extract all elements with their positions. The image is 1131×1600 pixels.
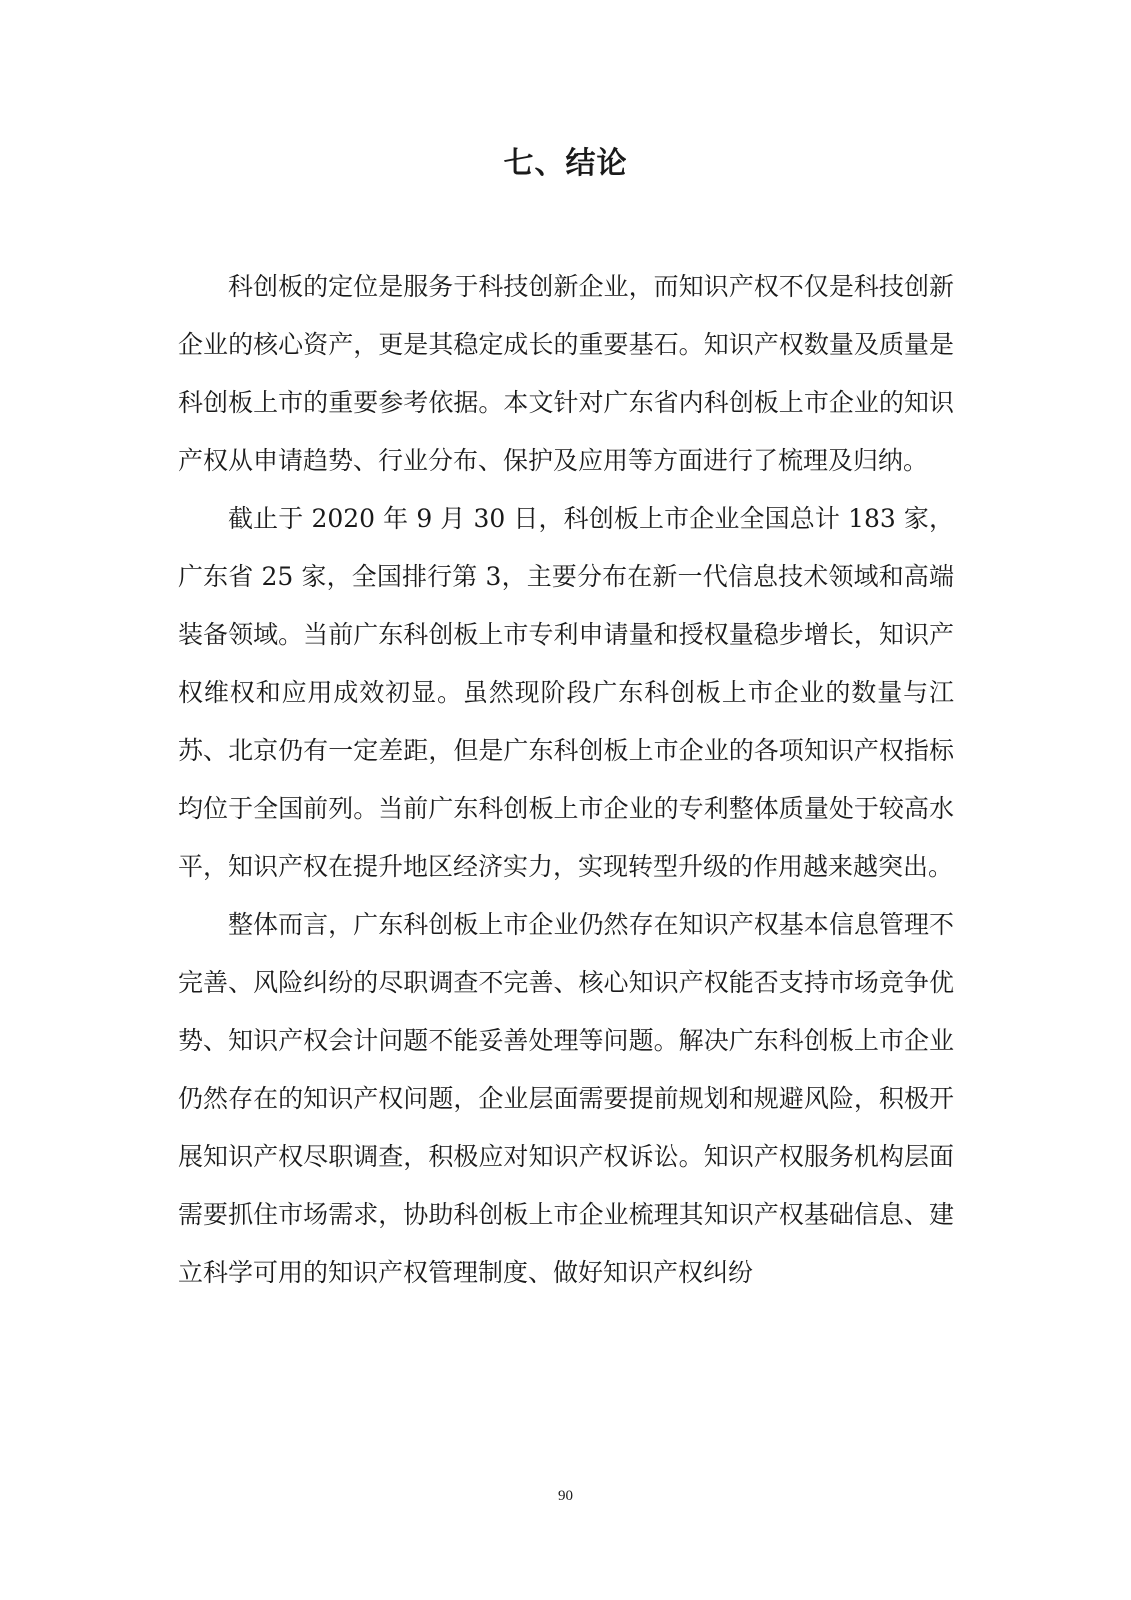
paragraph-positioning: 科创板的定位是服务于科技创新企业，而知识产权不仅是科技创新企业的核心资产，更是其稳定成长的重要基石。知识产权数量及质量是科创板上市的重要参考依据。本文针对广东省内科创板上市企业的知识产权从申请趋势、行业分布、保护及应用等方面进行了梳理及归纳。 bbox=[178, 272, 954, 475]
page-number: 90 bbox=[558, 1488, 573, 1504]
paragraph-problems: 整体而言，广东科创板上市企业仍然存在知识产权基本信息管理不完善、风险纠纷的尽职调查不完善、核心知识产权能否支持市场竞争优势、知识产权会计问题不能妥善处理等问题。解决广东科创板上市企业仍然存在的知识产权问题，企业层面需要提前规划和规避风险，积极开展知识产权尽职调查，积极应对知识产权诉讼。知识产权服务机构层面需要抓住市场需求，协助科创板上市企业梳理其知识产权基础信息、建立科学可用的知识产权管理制度、做好知识产权纠纷 bbox=[178, 910, 954, 1287]
paragraph-statistics: 截止于 2020 年 9 月 30 日，科创板上市企业全国总计 183 家，广东省 25 家，全国排行第 3，主要分布在新一代信息技术领域和高端装备领域。当前广东科创板上市专利申请量和授权量稳步增长，知识产权维权和应用成效初显。虽然现阶段广东科创板上市企业的数量与江苏、北京仍有一定差距，但是广东科创板上市企业的各项知识产权指标均位于全国前列。当前广东科创板上市企业的专利整体质量处于较高水平，知识产权在提升地区经济实力，实现转型升级的作用越来越突出。 bbox=[178, 504, 954, 881]
section-title: 七、结论 bbox=[503, 146, 628, 181]
body-text bbox=[178, 258, 954, 1302]
